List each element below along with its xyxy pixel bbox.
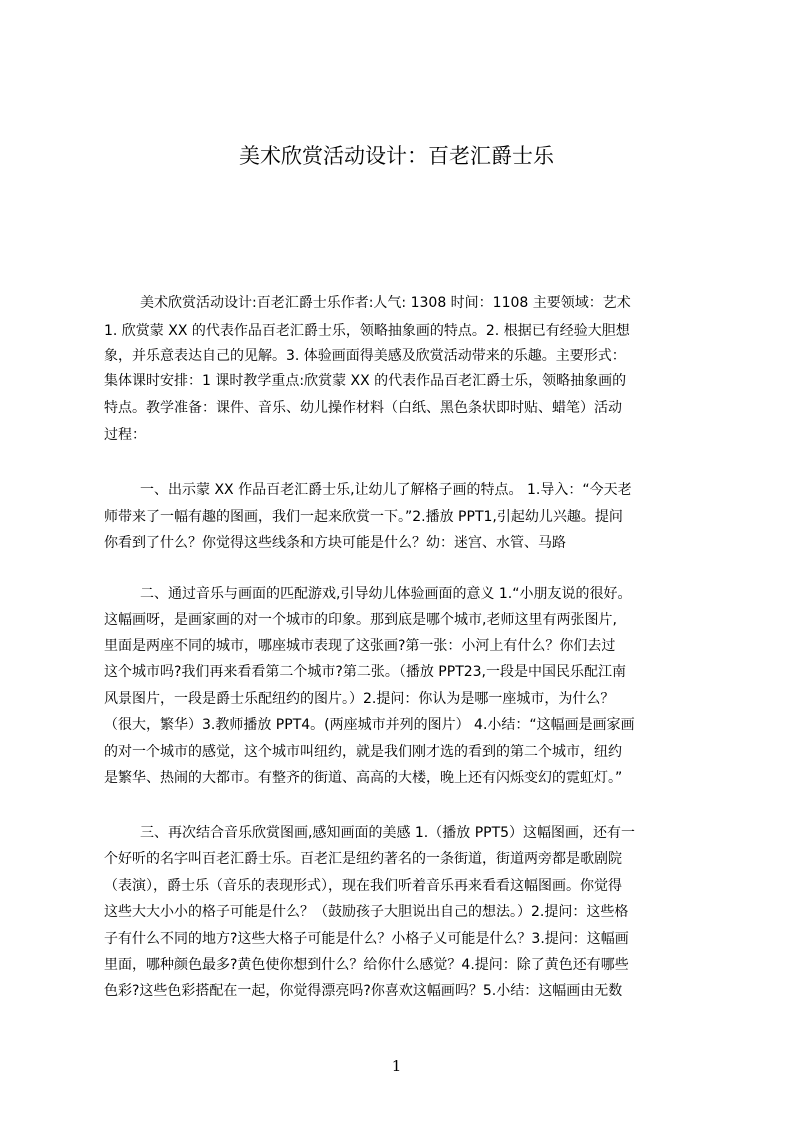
text-line: 里面，哪种颜色最多?黄色使你想到什么？给你什么感觉？4.提问：除了黄色还有哪些 xyxy=(104,957,629,973)
text-line: 这些大大小小的格子可能是什么？（鼓励孩子大胆说出自己的想法。）2.提问：这些格 xyxy=(104,904,629,920)
page-number: 1 xyxy=(391,1057,402,1075)
text-line: 色彩?这些色彩搭配在一起，你觉得漂亮吗?你喜欢这幅画吗？5.小结：这幅画由无数 xyxy=(104,983,623,999)
text-line: 二、通过音乐与画面的匹配游戏,引导幼儿体验画面的意义 1.“小朋友说的很好。 xyxy=(140,586,632,602)
text-line: 子有什么不同的地方?这些大格子可能是什么？小格子乂可能是什么？3.提问：这幅画 xyxy=(104,931,629,947)
text-line: 这个城市吗?我们再来看看第二个城市?第二张。（播放 PPT23,一段是中国民乐配江南 xyxy=(104,664,627,680)
text-line: 你看到了什么？你觉得这些线条和方块可能是什么？幼：迷宫、水管、马路 xyxy=(104,535,566,551)
text-line: 风景图片，一段是爵士乐配纽约的图片。）2.提问：你认为是哪一座城市，为什么？ xyxy=(104,691,615,707)
text-line: 是繁华、热闹的大都市。有整齐的街道、高高的大楼，晚上还有闪烁变幻的霓虹灯。” xyxy=(104,770,623,786)
text-line: 集体课时安排：1 课时教学重点:欣赏蒙 XX 的代表作品百老汇爵士乐，领略抽象画的 xyxy=(104,373,627,389)
text-line: （很大，繁华）3.教师播放 PPT4。(两座城市并列的图片） 4.小结：“这幅画是画家画 xyxy=(104,717,635,733)
page-title: 美术欣赏活动设计：百老汇爵士乐 xyxy=(239,144,554,168)
text-line: 这幅画呀，是画家画的对一个城市的印象。那到底是哪个城市,老师这里有两张图片, xyxy=(104,612,617,628)
text-line: 里面是两座不同的城市，哪座城市表现了这张画?第一张：小河上有什么？你们去过 xyxy=(104,638,616,654)
text-line: 一、出示蒙 XX 作品百老汇爵士乐,让幼儿了解格子画的特点。 1.导入：“今天老 xyxy=(140,482,632,498)
text-line: 象，并乐意表达自己的见解。3. 体验画面得美感及欣赏活动带来的乐趣。主要形式： xyxy=(104,348,626,364)
text-line: 1. 欣赏蒙 XX 的代表作品百老汇爵士乐，领略抽象画的特点。2. 根据已有经验大胆想 xyxy=(104,323,630,339)
text-line: 三、再次结合音乐欣赏图画,感知画面的美感 1.（播放 PPT5）这幅图画，还有一 xyxy=(140,825,636,841)
text-line: 美术欣赏活动设计:百老汇爵士乐作者:人气: 1308 时间：1108 主要领域：艺术 xyxy=(140,295,631,311)
text-line: 特点。教学准备：课件、音乐、幼儿操作材料（白纸、黑色条状即时贴、蜡笔）活动 xyxy=(104,400,622,416)
text-line: 个好听的名字叫百老汇爵士乐。百老汇是纽约著名的一条街道，街道两旁都是歌剧院 xyxy=(104,851,622,867)
text-line: 师带来了一幅有趣的图画，我们一起来欣赏一下。”2.播放 PPT1,引起幼儿兴趣。提问 xyxy=(104,509,623,525)
text-line: 的对一个城市的感觉，这个城市叫纽约，就是我们刚才选的看到的第二个城市，纽约 xyxy=(104,744,622,760)
text-line: 过程： xyxy=(104,427,146,443)
text-line: （表演），爵士乐（音乐的表现形式），现在我们听着音乐再来看看这幅图画。你觉得 xyxy=(104,878,622,894)
